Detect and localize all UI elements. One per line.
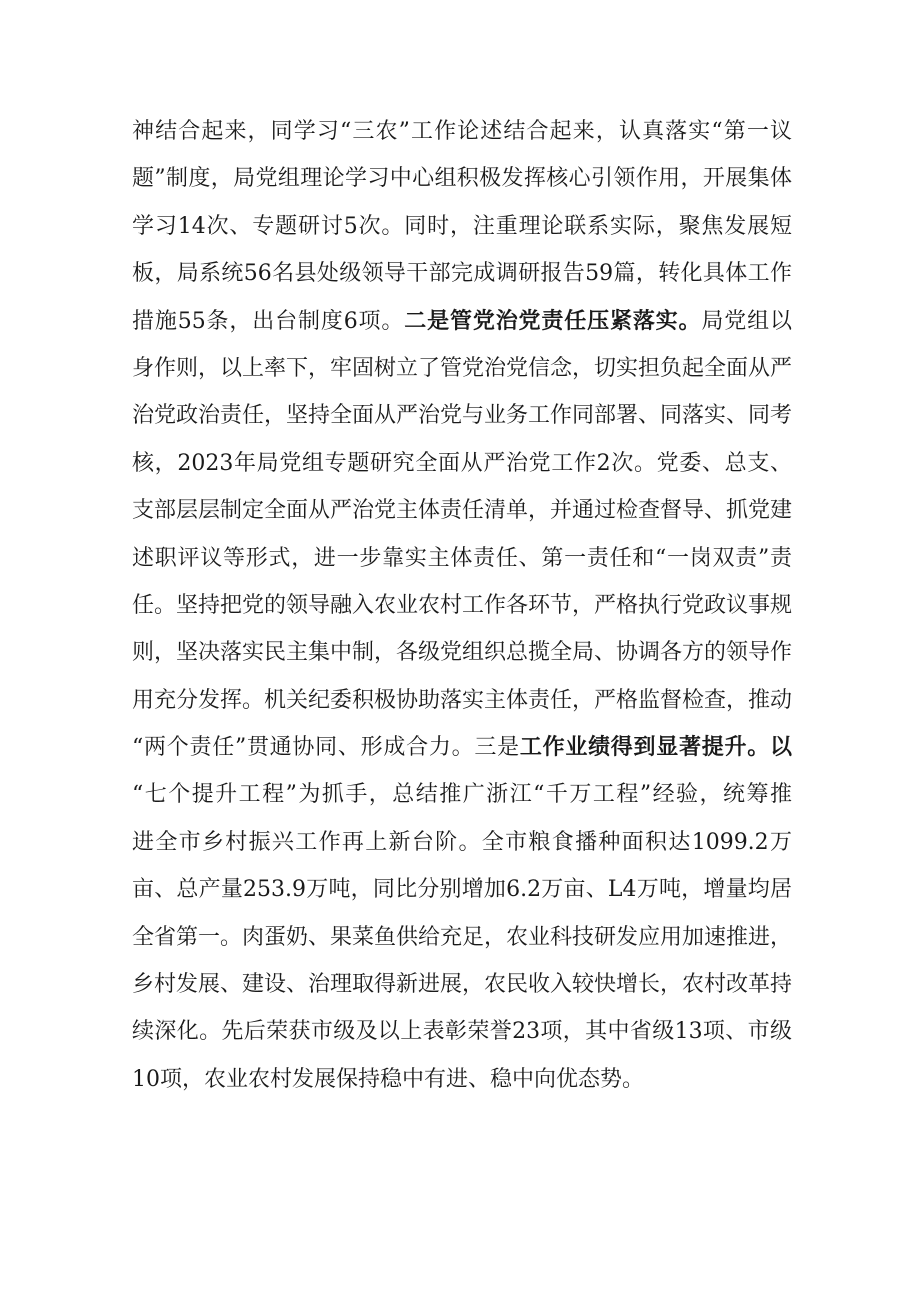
text-span: 身作则，以上率下，牢固树立了管党治党信念，切实担负起全面从严 <box>132 355 793 381</box>
text-line <box>132 298 792 345</box>
text-line <box>132 866 792 913</box>
text-line <box>132 345 792 392</box>
text-span: 神结合起来，同学习“三农”工作论述结合起来，认真落实“第一议 <box>132 119 792 144</box>
text-span: 续深化。先后荣获市级及以上表彰荣誉23项，其中省级13项、市级 <box>132 1019 792 1045</box>
text-span: 措施55条，出台制度6项。 <box>132 308 405 334</box>
text-span: 任。坚持把党的领导融入农业农村工作各环节，严格执行党政议事规 <box>132 592 793 618</box>
text-line <box>132 108 792 155</box>
text-span: 亩、总产量253.9万吨，同比分别增加6.2万亩、L4万吨，增量均居 <box>132 877 792 903</box>
text-span: 则，坚决落实民主集中制，各级党组织总揽全局、协调各方的领导作 <box>132 640 793 666</box>
text-line <box>132 487 792 534</box>
text-span: 用充分发挥。机关纪委积极协助落实主体责任，严格监督检查，推动 <box>132 687 793 713</box>
text-span: 学习14次、专题研讨5次。同时，注重理论联系实际，聚焦发展短 <box>132 213 792 239</box>
text-line <box>132 677 792 724</box>
text-line <box>132 819 792 866</box>
text-span: 题”制度，局党组理论学习中心组积极发挥核心引领作用，开展集体 <box>132 166 792 192</box>
text-line <box>132 724 792 771</box>
text-line <box>132 440 792 487</box>
text-line <box>132 535 792 582</box>
text-line <box>132 914 792 961</box>
text-line <box>132 582 792 629</box>
text-line <box>132 629 792 676</box>
text-span: 支部层层制定全面从严治党主体责任清单，并通过检查督导、抓党建 <box>132 498 793 524</box>
text-span: 10项，农业农村发展保持稳中有进、稳中向优态势。 <box>132 1066 644 1092</box>
text-span: 乡村发展、建设、治理取得新进展，农民收入较快增长，农村改革持 <box>132 972 793 998</box>
text-line <box>132 771 792 818</box>
text-span: 述职评议等形式，进一步靠实主体责任、第一责任和“一岗双责”责 <box>132 545 792 571</box>
text-line <box>132 1056 792 1103</box>
text-span: 治党政治责任，坚持全面从严治党与业务工作同部署、同落实、同考 <box>132 403 793 429</box>
text-line <box>132 203 792 250</box>
bold-heading-span: 二是管党治党责任压紧落实。 <box>404 307 702 334</box>
text-span: “两个责任”贯通协同、形成合力。三是 <box>132 735 520 761</box>
text-line <box>132 1008 792 1055</box>
text-line <box>132 392 792 439</box>
text-span: 进全市乡村振兴工作再上新台阶。全市粮食播种面积达1099.2万 <box>132 829 792 855</box>
text-span: 局党组以 <box>701 308 792 334</box>
text-line <box>132 155 792 202</box>
text-span: 核，2023年局党组专题研究全面从严治党工作2次。党委、总支、 <box>132 450 792 476</box>
bold-heading-span: 工作业绩得到显著提升。以 <box>519 734 792 761</box>
text-line <box>132 250 792 297</box>
text-span: “七个提升工程”为抓手，总结推广浙江“千万工程”经验，统筹推 <box>132 782 792 808</box>
text-line <box>132 961 792 1008</box>
text-span: 全省第一。肉蛋奶、果菜鱼供给充足，农业科技研发应用加速推进， <box>132 924 793 950</box>
text-span: 板，局系统56名县处级领导干部完成调研报告59篇，转化具体工作 <box>132 261 792 287</box>
body-text <box>132 108 792 1103</box>
